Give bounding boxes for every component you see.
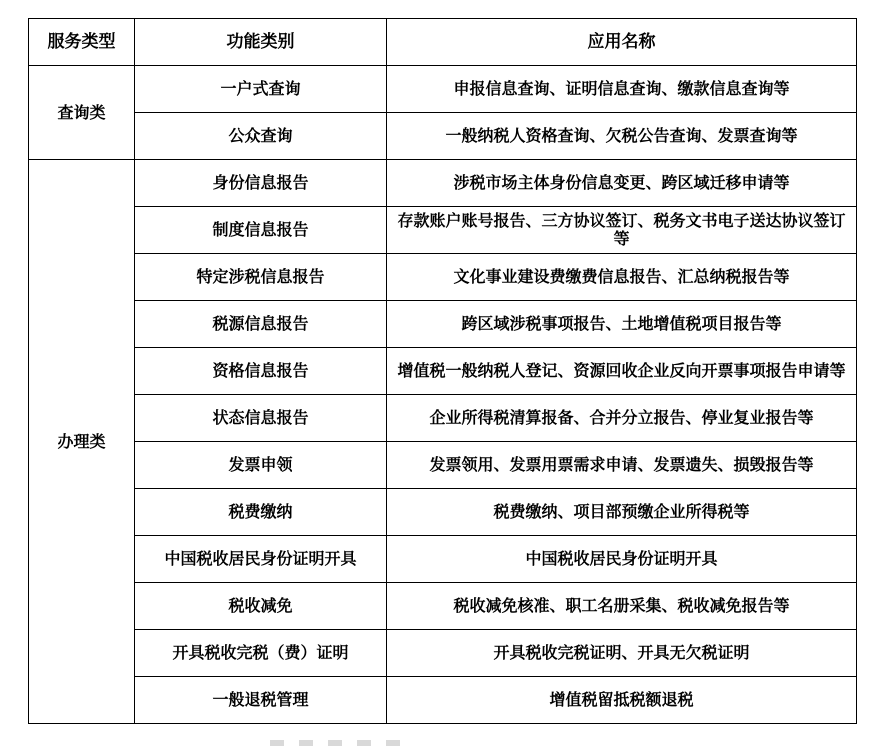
table-row [29,348,857,395]
table-row [29,630,857,677]
table-row [29,301,857,348]
category-cell: 开具税收完税（费）证明 [135,630,387,677]
app-cell: 发票领用、发票用票需求申请、发票遗失、损毁报告等 [387,442,857,489]
category-cell: 身份信息报告 [135,160,387,207]
category-cell: 中国税收居民身份证明开具 [135,536,387,583]
header-service-type: 服务类型 [29,19,135,66]
cropped-text-fragment [270,730,510,746]
app-cell: 涉税市场主体身份信息变更、跨区域迁移申请等 [387,160,857,207]
text-fragment-mark [357,740,371,746]
category-cell: 一户式查询 [135,66,387,113]
app-cell: 一般纳税人资格查询、欠税公告查询、发票查询等 [387,113,857,160]
app-cell: 开具税收完税证明、开具无欠税证明 [387,630,857,677]
text-fragment-mark [299,740,313,746]
table-row [29,395,857,442]
app-cell: 文化事业建设费缴费信息报告、汇总纳税报告等 [387,254,857,301]
service-type-cell: 办理类 [29,160,135,724]
table-row [29,442,857,489]
table-row [29,489,857,536]
table-row [29,113,857,160]
header-function-category: 功能类别 [135,19,387,66]
table-row [29,160,857,207]
category-cell: 税费缴纳 [135,489,387,536]
header-app-name: 应用名称 [387,19,857,66]
app-cell: 中国税收居民身份证明开具 [387,536,857,583]
service-table [28,18,857,724]
text-fragment-mark [386,740,400,746]
app-cell: 增值税一般纳税人登记、资源回收企业反向开票事项报告申请等 [387,348,857,395]
category-cell: 税源信息报告 [135,301,387,348]
app-cell: 税收减免核准、职工名册采集、税收减免报告等 [387,583,857,630]
table-row [29,66,857,113]
text-fragment-mark [270,740,284,746]
table-row [29,536,857,583]
app-cell: 存款账户账号报告、三方协议签订、税务文书电子送达协议签订等 [387,207,857,254]
category-cell: 一般退税管理 [135,677,387,724]
category-cell: 税收减免 [135,583,387,630]
app-cell: 跨区域涉税事项报告、土地增值税项目报告等 [387,301,857,348]
category-cell: 资格信息报告 [135,348,387,395]
category-cell: 状态信息报告 [135,395,387,442]
app-cell: 税费缴纳、项目部预缴企业所得税等 [387,489,857,536]
table-header-row [29,19,857,66]
service-type-cell: 查询类 [29,66,135,160]
category-cell: 特定涉税信息报告 [135,254,387,301]
table-row [29,254,857,301]
category-cell: 发票申领 [135,442,387,489]
table-row [29,583,857,630]
app-cell: 增值税留抵税额退税 [387,677,857,724]
table-row [29,677,857,724]
app-cell: 企业所得税清算报备、合并分立报告、停业复业报告等 [387,395,857,442]
category-cell: 公众查询 [135,113,387,160]
text-fragment-mark [328,740,342,746]
app-cell: 申报信息查询、证明信息查询、缴款信息查询等 [387,66,857,113]
category-cell: 制度信息报告 [135,207,387,254]
table-row [29,207,857,254]
